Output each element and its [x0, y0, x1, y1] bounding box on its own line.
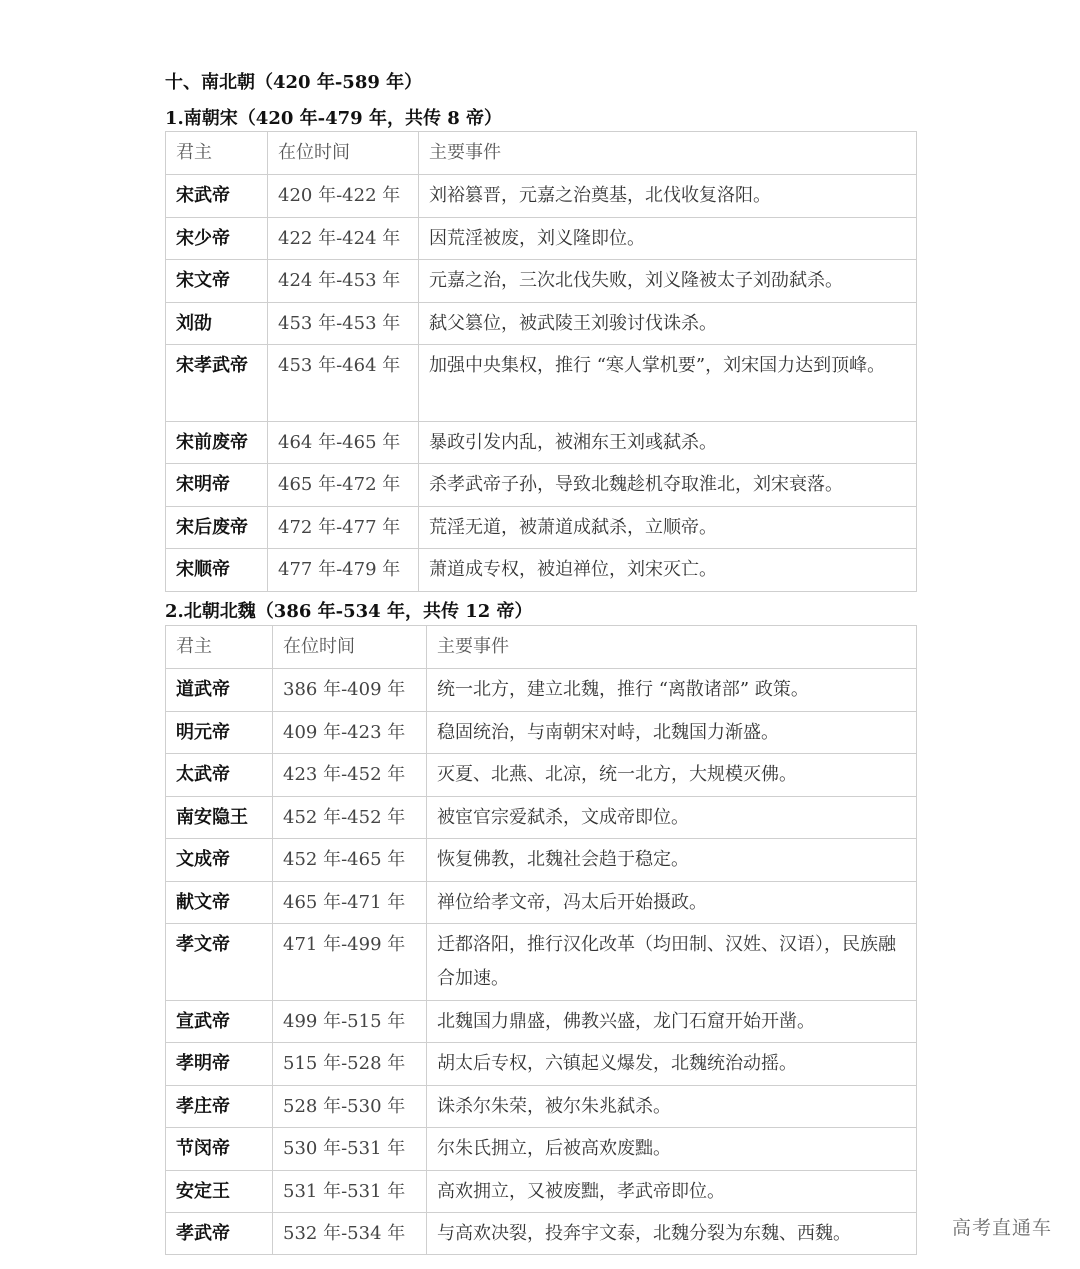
watermark-text: 高考直通车 [951, 1217, 1052, 1239]
event-cell: 北魏国力鼎盛，佛教兴盛，龙门石窟开始开凿。 [427, 1001, 917, 1043]
period-cell: 423 年-452 年 [273, 754, 427, 797]
table-row [166, 218, 917, 260]
table-row [166, 303, 917, 345]
period-header: 在位时间 [273, 626, 427, 669]
period-cell: 452 年-452 年 [273, 797, 427, 839]
ruler-header: 君主 [166, 132, 268, 175]
ruler-cell: 宣武帝 [166, 1001, 273, 1043]
table-row [166, 464, 917, 507]
ruler-cell: 孝文帝 [166, 924, 273, 1001]
event-cell: 被宦官宗爱弑杀，文成帝即位。 [427, 797, 917, 839]
period-cell: 422 年-424 年 [268, 218, 419, 260]
ruler-cell: 宋前废帝 [166, 422, 268, 464]
table-row [166, 507, 917, 549]
table-row [166, 754, 917, 797]
period-cell: 532 年-534 年 [273, 1213, 427, 1255]
ruler-cell: 太武帝 [166, 754, 273, 797]
event-cell: 高欢拥立，又被废黜，孝武帝即位。 [427, 1171, 917, 1213]
ruler-cell: 孝武帝 [166, 1213, 273, 1255]
table-row [166, 1171, 917, 1213]
ruler-cell: 宋文帝 [166, 260, 268, 303]
table-row [166, 549, 917, 592]
ruler-cell: 宋孝武帝 [166, 345, 268, 422]
period-cell: 465 年-472 年 [268, 464, 419, 507]
table-header-row [166, 626, 917, 669]
period-cell: 530 年-531 年 [273, 1128, 427, 1171]
table-row [166, 1086, 917, 1128]
event-cell: 因荒淫被废，刘义隆即位。 [419, 218, 917, 260]
event-cell: 稳固统治，与南朝宋对峙，北魏国力渐盛。 [427, 712, 917, 754]
table-header-row [166, 132, 917, 175]
period-header: 在位时间 [268, 132, 419, 175]
ruler-cell: 宋后废帝 [166, 507, 268, 549]
period-cell: 453 年-464 年 [268, 345, 419, 422]
song-table-body [166, 132, 917, 592]
ruler-cell: 道武帝 [166, 669, 273, 712]
table-row [166, 669, 917, 712]
period-cell: 477 年-479 年 [268, 549, 419, 592]
chapter-heading: 十、南北朝（420 年-589 年） [165, 72, 423, 93]
period-cell: 453 年-453 年 [268, 303, 419, 345]
event-cell: 禅位给孝文帝，冯太后开始摄政。 [427, 882, 917, 924]
table-row [166, 1213, 917, 1255]
period-cell: 464 年-465 年 [268, 422, 419, 464]
table-row [166, 924, 917, 1001]
wei-dynasty-table [165, 625, 917, 1255]
table-row [166, 175, 917, 218]
table-row [166, 797, 917, 839]
period-cell: 420 年-422 年 [268, 175, 419, 218]
period-cell: 471 年-499 年 [273, 924, 427, 1001]
ruler-cell: 安定王 [166, 1171, 273, 1213]
event-header: 主要事件 [427, 626, 917, 669]
event-cell: 杀孝武帝子孙，导致北魏趁机夺取淮北，刘宋衰落。 [419, 464, 917, 507]
song-dynasty-title: 1.南朝宋（420 年-479 年，共传 8 帝） [165, 108, 502, 129]
event-header: 主要事件 [419, 132, 917, 175]
ruler-cell: 宋少帝 [166, 218, 268, 260]
period-cell: 386 年-409 年 [273, 669, 427, 712]
table-row [166, 345, 917, 422]
event-cell: 刘裕篡晋，元嘉之治奠基，北伐收复洛阳。 [419, 175, 917, 218]
table-row [166, 882, 917, 924]
wei-table-body [166, 626, 917, 1255]
event-cell: 暴政引发内乱，被湘东王刘彧弑杀。 [419, 422, 917, 464]
event-cell: 荒淫无道，被萧道成弑杀，立顺帝。 [419, 507, 917, 549]
event-cell: 萧道成专权，被迫禅位，刘宋灭亡。 [419, 549, 917, 592]
ruler-cell: 节闵帝 [166, 1128, 273, 1171]
wei-dynasty-title: 2.北朝北魏（386 年-534 年，共传 12 帝） [165, 601, 533, 622]
event-cell: 统一北方，建立北魏，推行 “离散诸部” 政策。 [427, 669, 917, 712]
event-cell: 与高欢决裂，投奔宇文泰，北魏分裂为东魏、西魏。 [427, 1213, 917, 1255]
period-cell: 409 年-423 年 [273, 712, 427, 754]
table-row [166, 1001, 917, 1043]
period-cell: 528 年-530 年 [273, 1086, 427, 1128]
event-cell: 诛杀尔朱荣，被尔朱兆弑杀。 [427, 1086, 917, 1128]
ruler-header: 君主 [166, 626, 273, 669]
period-cell: 515 年-528 年 [273, 1043, 427, 1086]
table-row [166, 1043, 917, 1086]
event-cell: 弑父篡位，被武陵王刘骏讨伐诛杀。 [419, 303, 917, 345]
ruler-cell: 刘劭 [166, 303, 268, 345]
ruler-cell: 宋武帝 [166, 175, 268, 218]
period-cell: 452 年-465 年 [273, 839, 427, 882]
ruler-cell: 南安隐王 [166, 797, 273, 839]
event-cell: 尔朱氏拥立，后被高欢废黜。 [427, 1128, 917, 1171]
table-row [166, 1128, 917, 1171]
event-cell: 元嘉之治，三次北伐失败，刘义隆被太子刘劭弑杀。 [419, 260, 917, 303]
event-cell: 加强中央集权，推行 “寒人掌机要”，刘宋国力达到顶峰。 [419, 345, 917, 422]
event-cell: 恢复佛教，北魏社会趋于稳定。 [427, 839, 917, 882]
event-cell: 胡太后专权，六镇起义爆发，北魏统治动摇。 [427, 1043, 917, 1086]
table-row [166, 839, 917, 882]
ruler-cell: 明元帝 [166, 712, 273, 754]
ruler-cell: 孝庄帝 [166, 1086, 273, 1128]
ruler-cell: 宋明帝 [166, 464, 268, 507]
period-cell: 499 年-515 年 [273, 1001, 427, 1043]
table-row [166, 422, 917, 464]
song-dynasty-table [165, 131, 917, 592]
period-cell: 472 年-477 年 [268, 507, 419, 549]
table-row [166, 260, 917, 303]
period-cell: 424 年-453 年 [268, 260, 419, 303]
period-cell: 531 年-531 年 [273, 1171, 427, 1213]
event-cell: 灭夏、北燕、北凉，统一北方，大规模灭佛。 [427, 754, 917, 797]
ruler-cell: 文成帝 [166, 839, 273, 882]
ruler-cell: 献文帝 [166, 882, 273, 924]
ruler-cell: 孝明帝 [166, 1043, 273, 1086]
table-row [166, 712, 917, 754]
ruler-cell: 宋顺帝 [166, 549, 268, 592]
period-cell: 465 年-471 年 [273, 882, 427, 924]
event-cell: 迁都洛阳，推行汉化改革（均田制、汉姓、汉语），民族融合加速。 [427, 924, 917, 1001]
